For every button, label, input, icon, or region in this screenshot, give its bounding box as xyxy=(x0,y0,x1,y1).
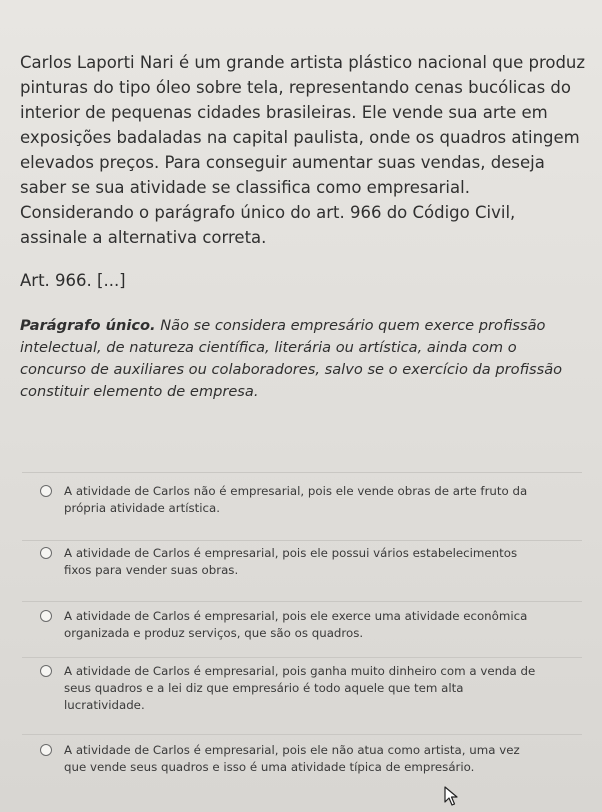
question-block xyxy=(20,50,586,403)
divider xyxy=(22,601,582,602)
answer-option-text: A atividade de Carlos é empresarial, pois ele não atua como artista, uma vez que vende seus quadros e isso é uma atividade típica de empresário. xyxy=(64,743,520,774)
answer-option-text: A atividade de Carlos é empresarial, pois ele exerce uma atividade econômica organizada e produz serviços, que são os quadros. xyxy=(64,609,528,640)
radio-unselected-icon[interactable] xyxy=(40,547,52,559)
answer-option-d[interactable] xyxy=(40,663,540,714)
answer-option-text: A atividade de Carlos é empresarial, pois ganha muito dinheiro com a venda de seus quadros e a lei diz que empresário é todo aquele que tem alta lucratividade. xyxy=(64,664,536,712)
radio-unselected-icon[interactable] xyxy=(40,665,52,677)
answer-option-text: A atividade de Carlos é empresarial, pois ele possui vários estabelecimentos fixos para vender suas obras. xyxy=(64,546,518,577)
article-paragraph xyxy=(20,315,586,403)
paragraph-text: Não se considera empresário quem exerce profissão intelectual, de natureza científica, literária ou artística, ainda com o concurso de auxiliares ou colaboradores, salvo se o exercício da profissão constituir elemento de empresa. xyxy=(20,317,563,400)
answer-option-text: A atividade de Carlos não é empresarial, pois ele vende obras de arte fruto da própria atividade artística. xyxy=(64,484,528,515)
answer-option-a[interactable] xyxy=(40,483,540,517)
divider xyxy=(22,657,582,658)
radio-unselected-icon[interactable] xyxy=(40,485,52,497)
radio-unselected-icon[interactable] xyxy=(40,744,52,756)
answer-option-c[interactable] xyxy=(40,608,540,642)
mouse-pointer-icon xyxy=(444,786,460,806)
paragraph-lead: Parágrafo único. xyxy=(20,317,156,334)
radio-unselected-icon[interactable] xyxy=(40,610,52,622)
answer-option-e[interactable] xyxy=(40,742,540,776)
answer-option-b[interactable] xyxy=(40,545,540,579)
divider xyxy=(22,540,582,541)
divider xyxy=(22,472,582,473)
question-stem: Carlos Laporti Nari é um grande artista plástico nacional que produz pinturas do tipo óleo sobre tela, representando cenas bucólicas do interior de pequenas cidades brasileiras. Ele vende sua arte em exposições badaladas na capital paulista, onde os quadros atingem elevados preços. Para conseguir aumentar suas vendas, deseja saber se sua atividade se classifica como empresarial. Considerando o parágrafo único do art. 966 do Código Civil, assinale a alternativa correta. xyxy=(20,53,586,247)
article-reference: Art. 966. [...] xyxy=(20,271,126,290)
divider xyxy=(22,734,582,735)
